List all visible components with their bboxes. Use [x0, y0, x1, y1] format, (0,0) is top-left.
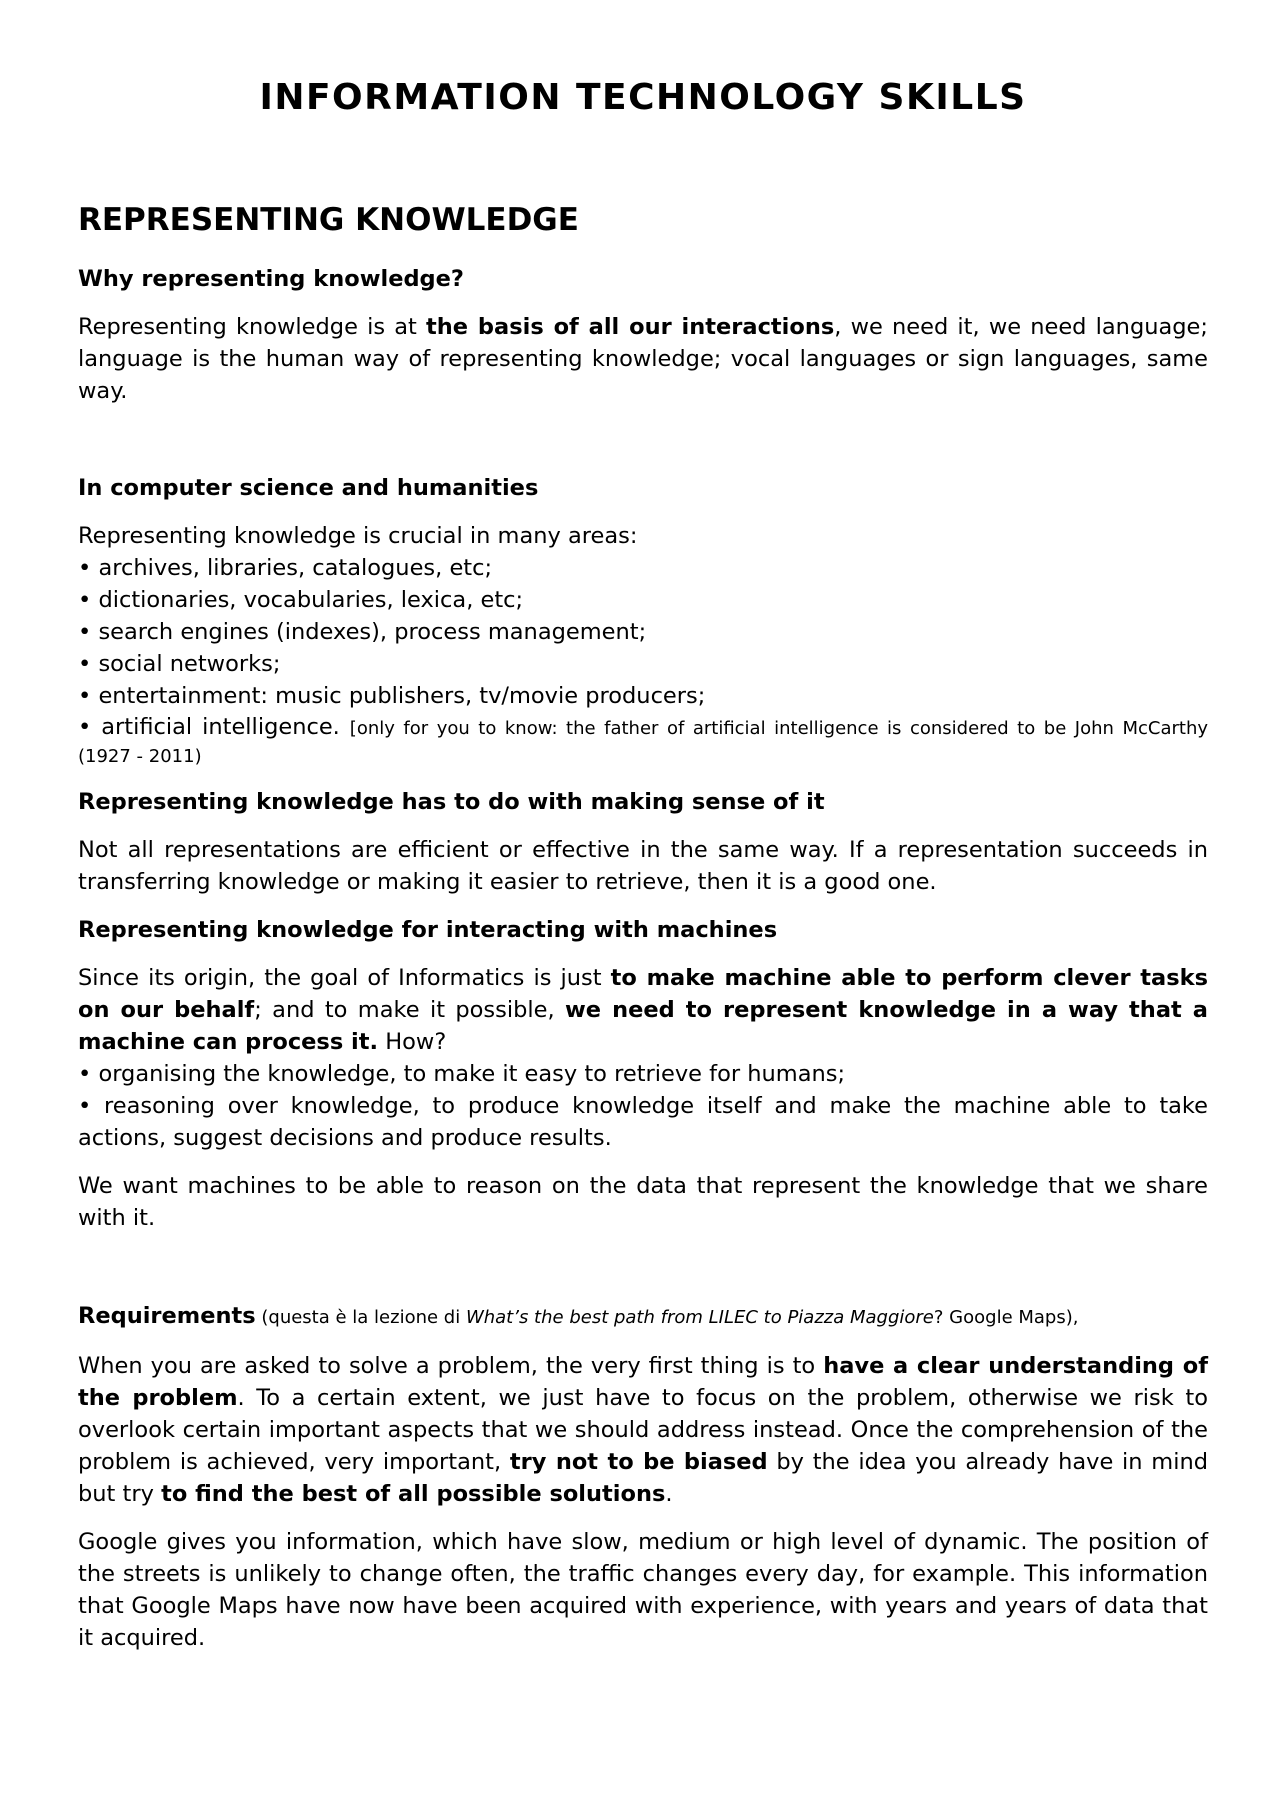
- document-title: INFORMATION TECHNOLOGY SKILLS: [259, 77, 1027, 118]
- machines-list: [78, 1058, 1208, 1154]
- list-item: • dictionaries, vocabularies, lexica, etc;: [78, 584, 1208, 616]
- req-text-4: .: [665, 1481, 673, 1507]
- requirements-note: [256, 1307, 1079, 1328]
- list-item: • archives, libraries, catalogues, etc;: [78, 552, 1208, 584]
- requirements-paragraph-1: [78, 1350, 1208, 1510]
- spacer: [78, 1250, 1208, 1300]
- why-text-1: Representing knowledge is at: [78, 314, 427, 340]
- req-emphasis-1: have a clear understanding of the problem: [78, 1353, 1208, 1411]
- why-heading: Why representing knowledge?: [78, 266, 464, 292]
- cs-heading: In computer science and humanities: [78, 475, 539, 501]
- section-title: REPRESENTING KNOWLEDGE: [78, 202, 579, 238]
- req-text-3: by the idea you already have in mind but try: [78, 1449, 1208, 1507]
- why-paragraph: [78, 311, 1208, 407]
- machines-paragraph-2: We want machines to be able to reason on the data that represent the knowledge that we share with it.: [78, 1173, 1208, 1231]
- document-body: [78, 263, 1208, 1670]
- machines-paragraph: [78, 962, 1208, 1058]
- machines-emphasis-2: we need to represent knowledge in a way that a machine can process it.: [78, 997, 1208, 1055]
- footnote-mccarthy: [only for you to know: the father of artificial intelligence is considered to be John McCarthy (1927 - 2011): [78, 718, 1209, 767]
- sense-paragraph: Not all representations are efficient or effective in the same way. If a representation succeeds in transferring knowledge or making it easier to retrieve, then it is a good one.: [78, 837, 1208, 895]
- why-text-2: , we need it, we need language; language is the human way of representing knowledge; vocal languages or sign languages, same way.: [78, 314, 1208, 404]
- cs-last-item: [78, 714, 1208, 770]
- machines-heading: Representing knowledge for interacting with machines: [78, 917, 778, 943]
- why-emphasis: the basis of all our interactions: [426, 314, 835, 340]
- spacer: [78, 423, 1208, 472]
- machines-text-2: ; and to make it possible,: [254, 997, 566, 1023]
- cs-list: [78, 552, 1208, 712]
- requirements-note-1: (questa è la lezione di: [255, 1307, 466, 1328]
- sense-heading: Representing knowledge has to do with making sense of it: [78, 789, 825, 815]
- machines-text-3: How?: [378, 1029, 447, 1055]
- requirements-paragraph-2: Google gives you information, which have slow, medium or high level of dynamic. The position of the streets is unlikely to change often, the traffic changes every day, for example. This information that Google Maps have now have been acquired with experience, with years and years of data that it acquired.: [78, 1529, 1208, 1651]
- list-item: • organising the knowledge, to make it easy to retrieve for humans;: [78, 1058, 1208, 1090]
- list-item: • entertainment: music publishers, tv/movie producers;: [78, 680, 1208, 712]
- req-emphasis-2: try not to be biased: [509, 1449, 768, 1475]
- requirements-title: Requirements: [78, 1303, 256, 1329]
- requirements-note-italic: What’s the best path from LILEC to Piazza Maggiore: [465, 1307, 934, 1328]
- list-item: • social networks;: [78, 648, 1208, 680]
- spacer: [78, 1154, 1208, 1170]
- list-item: • search engines (indexes), process management;: [78, 616, 1208, 648]
- req-text-1: When you are asked to solve a problem, the very first thing is to: [78, 1353, 824, 1379]
- requirements-heading: [78, 1300, 1208, 1334]
- list-item: • reasoning over knowledge, to produce knowledge itself and make the machine able to take actions, suggest decisions and produce results.: [78, 1090, 1208, 1154]
- list-item-ai: • artificial intelligence.: [78, 714, 340, 740]
- cs-intro: Representing knowledge is crucial in many areas:: [78, 523, 638, 549]
- machines-text-1: Since its origin, the goal of Informatics is just: [78, 965, 611, 991]
- requirements-note-2: ? Google Maps),: [933, 1307, 1079, 1328]
- machines-emphasis-1: to make machine able to perform clever tasks on our behalf: [78, 965, 1208, 1023]
- req-emphasis-3: to find the best of all possible solutions: [161, 1481, 666, 1507]
- req-text-2: . To a certain extent, we just have to focus on the problem, otherwise we risk to overlook certain important aspects that we should address instead. Once the comprehension of the problem is achieved, very important,: [78, 1385, 1208, 1475]
